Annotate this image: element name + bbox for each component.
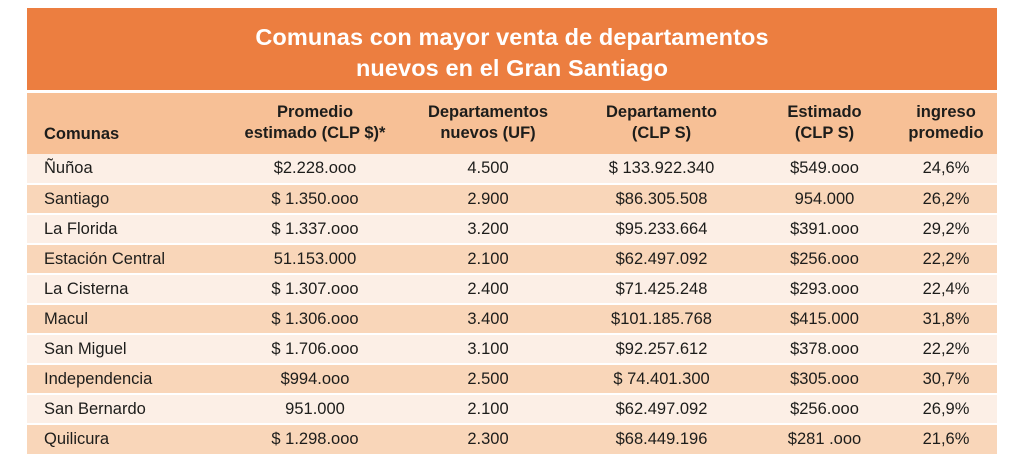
cell-promedio-estimado: $ 1.337.ooo bbox=[223, 214, 407, 244]
column-header-departamento-clp-line-1: Departamento bbox=[606, 103, 717, 121]
cell-departamento-clp: $86.305.508 bbox=[569, 184, 754, 214]
cell-estimado-clp: $293.ooo bbox=[754, 274, 895, 304]
table-body bbox=[27, 154, 997, 454]
cell-departamento-clp: $62.497.092 bbox=[569, 394, 754, 424]
table-container bbox=[27, 8, 997, 454]
column-header-ingreso-promedio-line-1: ingreso bbox=[916, 103, 976, 121]
cell-comuna-name: San Bernardo bbox=[27, 394, 223, 424]
cell-departamento-clp: $71.425.248 bbox=[569, 274, 754, 304]
table-row bbox=[27, 424, 997, 454]
cell-comuna-name: Estación Central bbox=[27, 244, 223, 274]
column-header-ingreso-promedio bbox=[895, 93, 997, 154]
cell-comuna-name: Ñuñoa bbox=[27, 154, 223, 184]
cell-departamento-clp: $ 74.401.300 bbox=[569, 364, 754, 394]
cell-departamento-clp: $62.497.092 bbox=[569, 244, 754, 274]
cell-promedio-estimado: $994.ooo bbox=[223, 364, 407, 394]
cell-ingreso-promedio: 30,7% bbox=[895, 364, 997, 394]
column-header-promedio-estimado-line-2: estimado (CLP $)* bbox=[244, 124, 386, 143]
cell-comuna-name: Independencia bbox=[27, 364, 223, 394]
cell-comuna-name: La Florida bbox=[27, 214, 223, 244]
table-row bbox=[27, 184, 997, 214]
cell-estimado-clp: $256.ooo bbox=[754, 244, 895, 274]
cell-departamentos-nuevos-uf: 2.500 bbox=[407, 364, 569, 394]
cell-departamentos-nuevos-uf: 2.300 bbox=[407, 424, 569, 454]
cell-departamentos-nuevos-uf: 3.200 bbox=[407, 214, 569, 244]
cell-estimado-clp: $256.ooo bbox=[754, 394, 895, 424]
table-header bbox=[27, 93, 997, 154]
cell-departamentos-nuevos-uf: 3.400 bbox=[407, 304, 569, 334]
cell-departamento-clp: $68.449.196 bbox=[569, 424, 754, 454]
table-row bbox=[27, 304, 997, 334]
table-title-line-2: nuevos en el Gran Santiago bbox=[355, 55, 669, 82]
cell-promedio-estimado: $2.228.ooo bbox=[223, 154, 407, 184]
cell-ingreso-promedio: 22,2% bbox=[895, 244, 997, 274]
cell-ingreso-promedio: 31,8% bbox=[895, 304, 997, 334]
cell-ingreso-promedio: 29,2% bbox=[895, 214, 997, 244]
cell-comuna-name: Quilicura bbox=[27, 424, 223, 454]
column-header-departamentos-nuevos-line-2: nuevos (UF) bbox=[440, 124, 536, 143]
table-row bbox=[27, 214, 997, 244]
table-row bbox=[27, 244, 997, 274]
table-title-banner bbox=[27, 8, 997, 90]
cell-ingreso-promedio: 21,6% bbox=[895, 424, 997, 454]
cell-comuna-name: Santiago bbox=[27, 184, 223, 214]
column-header-estimado-clp-line-2: (CLP S) bbox=[794, 124, 855, 143]
cell-departamentos-nuevos-uf: 4.500 bbox=[407, 154, 569, 184]
column-header-estimado-clp bbox=[754, 93, 895, 154]
cell-ingreso-promedio: 24,6% bbox=[895, 154, 997, 184]
cell-ingreso-promedio: 26,2% bbox=[895, 184, 997, 214]
cell-departamento-clp: $101.185.768 bbox=[569, 304, 754, 334]
column-header-promedio-estimado bbox=[223, 93, 407, 154]
cell-departamentos-nuevos-uf: 2.400 bbox=[407, 274, 569, 304]
cell-ingreso-promedio: 22,2% bbox=[895, 334, 997, 364]
cell-promedio-estimado: $ 1.706.ooo bbox=[223, 334, 407, 364]
cell-departamentos-nuevos-uf: 2.900 bbox=[407, 184, 569, 214]
cell-estimado-clp: 954.000 bbox=[754, 184, 895, 214]
cell-promedio-estimado: 951.000 bbox=[223, 394, 407, 424]
table-header-row bbox=[27, 93, 997, 154]
cell-promedio-estimado: $ 1.307.ooo bbox=[223, 274, 407, 304]
column-header-departamento-clp bbox=[569, 93, 754, 154]
table-row bbox=[27, 334, 997, 364]
cell-estimado-clp: $391.ooo bbox=[754, 214, 895, 244]
table-row bbox=[27, 154, 997, 184]
cell-departamentos-nuevos-uf: 2.100 bbox=[407, 394, 569, 424]
column-header-departamento-clp-line-2: (CLP S) bbox=[631, 124, 692, 143]
cell-ingreso-promedio: 22,4% bbox=[895, 274, 997, 304]
cell-estimado-clp: $281 .ooo bbox=[754, 424, 895, 454]
column-header-promedio-estimado-line-1: Promedio bbox=[276, 103, 354, 121]
cell-estimado-clp: $378.ooo bbox=[754, 334, 895, 364]
cell-promedio-estimado: $ 1.306.ooo bbox=[223, 304, 407, 334]
column-header-estimado-clp-line-1: Estimado bbox=[787, 103, 862, 121]
comunas-data-table bbox=[27, 93, 997, 454]
cell-promedio-estimado: $ 1.298.ooo bbox=[223, 424, 407, 454]
cell-comuna-name: Macul bbox=[27, 304, 223, 334]
cell-departamentos-nuevos-uf: 3.100 bbox=[407, 334, 569, 364]
cell-estimado-clp: $549.ooo bbox=[754, 154, 895, 184]
cell-estimado-clp: $305.ooo bbox=[754, 364, 895, 394]
column-header-comunas bbox=[27, 93, 223, 154]
column-header-departamentos-nuevos bbox=[407, 93, 569, 154]
cell-departamento-clp: $ 133.922.340 bbox=[569, 154, 754, 184]
table-row bbox=[27, 394, 997, 424]
cell-departamento-clp: $95.233.664 bbox=[569, 214, 754, 244]
cell-promedio-estimado: 51.153.000 bbox=[223, 244, 407, 274]
table-row bbox=[27, 364, 997, 394]
cell-comuna-name: San Miguel bbox=[27, 334, 223, 364]
table-row bbox=[27, 274, 997, 304]
column-header-departamentos-nuevos-line-1: Departamentos bbox=[427, 103, 549, 121]
column-header-ingreso-promedio-line-2: promedio bbox=[908, 124, 984, 143]
cell-comuna-name: La Cisterna bbox=[27, 274, 223, 304]
cell-ingreso-promedio: 26,9% bbox=[895, 394, 997, 424]
column-header-comunas-line-2: Comunas bbox=[44, 125, 120, 144]
cell-departamentos-nuevos-uf: 2.100 bbox=[407, 244, 569, 274]
table-title-line-1: Comunas con mayor venta de departamentos bbox=[255, 24, 769, 50]
cell-promedio-estimado: $ 1.350.ooo bbox=[223, 184, 407, 214]
cell-estimado-clp: $415.000 bbox=[754, 304, 895, 334]
cell-departamento-clp: $92.257.612 bbox=[569, 334, 754, 364]
